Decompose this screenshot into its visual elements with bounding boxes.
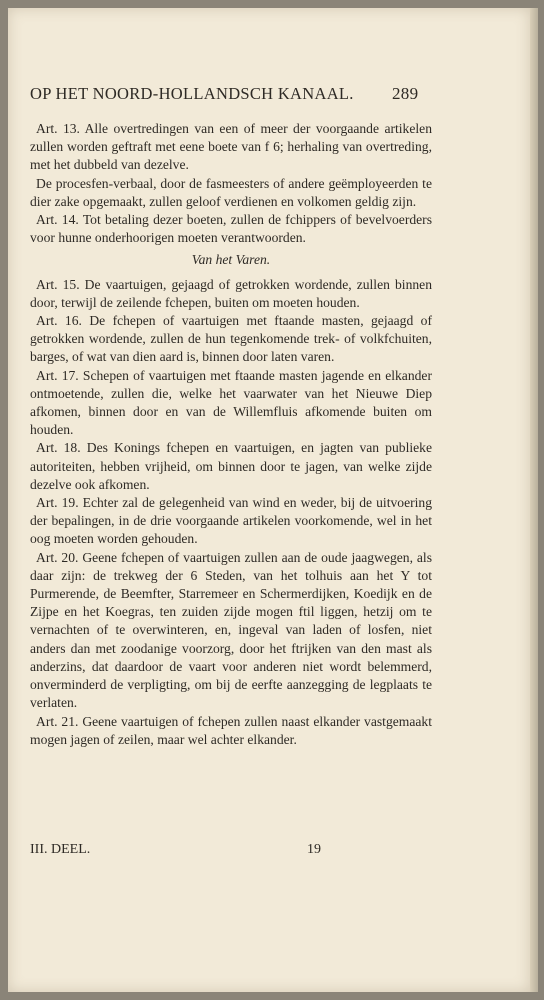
signature-mark: 19 xyxy=(307,842,321,857)
section-heading: Van het Varen. xyxy=(191,252,271,268)
running-header xyxy=(30,84,432,104)
page-number: 289 xyxy=(392,84,419,103)
paragraph-art-19: Art. 19. Echter zal de gelegenheid van wind en weder, bij de uitvoering der bepalingen, in de drie voorgaande artikelen voorkomende, wel in het oog moeten worden gehouden. xyxy=(30,495,432,547)
page-edge xyxy=(530,8,538,992)
volume-label: III. DEEL. xyxy=(30,842,91,857)
paragraph-art-20: Art. 20. Geene fchepen of vaartuigen zullen aan de oude jaagwegen, als daar zijn: de trekweg der 6 Steden, van het tolhuis aan het Y tot Purmerende, de Beemfter, Starremeer en Schermerdijken, Koedijk en de Zijpe en het Koegras, ten zuiden zijde mogen ftil liggen, hetzij om te vernachten of te overwinteren, en, ingeval van laden of losfen, niet anders dan met zoodanige voorzorg, door het ftrijken van den mast als anderzins, dat daardoor de vaart voor anderen niet wordt belemmerd, onverminderd de verpligting, om bij de eerfte aanzegging de legplaats te verlaten. xyxy=(30,549,432,711)
body-text xyxy=(30,120,432,749)
paragraph-art-15: Art. 15. De vaartuigen, gejaagd of getrokken wordende, zullen binnen door, terwijl de zeilende fchepen, buiten om moeten houden. xyxy=(30,276,432,310)
paragraph-art-14: Art. 14. Tot betaling dezer boeten, zullen de fchippers of bevelvoerders voor hunne onderhoorigen moeten verantwoorden. xyxy=(30,212,432,246)
paragraph-art-13: Art. 13. Alle overtredingen van een of meer der voorgaande artikelen zullen worden geftraft met eene boete van f 6; herhaling van overtreding, met het dubbeld van dezelve. xyxy=(30,121,432,173)
paragraph-art-17: Art. 17. Schepen of vaartuigen met ftaande masten jagende en elkander ontmoetende, zullen die, welke het vaarwater van het Nieuwe Diep afkomen, binnen door en van de Willemfluis afkomende buiten om houden. xyxy=(30,367,432,438)
paragraph-art-21: Art. 21. Geene vaartuigen of fchepen zullen naast elkander vastgemaakt mogen jagen of zeilen, maar wel achter elkander. xyxy=(30,713,432,747)
running-title: OP HET NOORD-HOLLANDSCH KANAAL. xyxy=(30,84,354,103)
page-footer xyxy=(30,842,432,858)
paragraph-proces-verbaal: De procesfen-verbaal, door de fasmeesters of andere geëmployeerden te dier zake opgemaakt, zullen geloof verdienen en volkomen geldig zijn. xyxy=(30,175,432,209)
paragraph-art-18: Art. 18. Des Konings fchepen en vaartuigen, en jagten van publieke autoriteiten, hebben vrijheid, om binnen door te jagen, van welke zijde dezelve ook afkomen. xyxy=(30,440,432,492)
paragraph-art-16: Art. 16. De fchepen of vaartuigen met ftaande masten, gejaagd of getrokken wordende, zullen de hun tegenkomende trek- of volkfchuiten, barges, of wat van dien aard is, binnen door laten varen. xyxy=(30,313,432,365)
